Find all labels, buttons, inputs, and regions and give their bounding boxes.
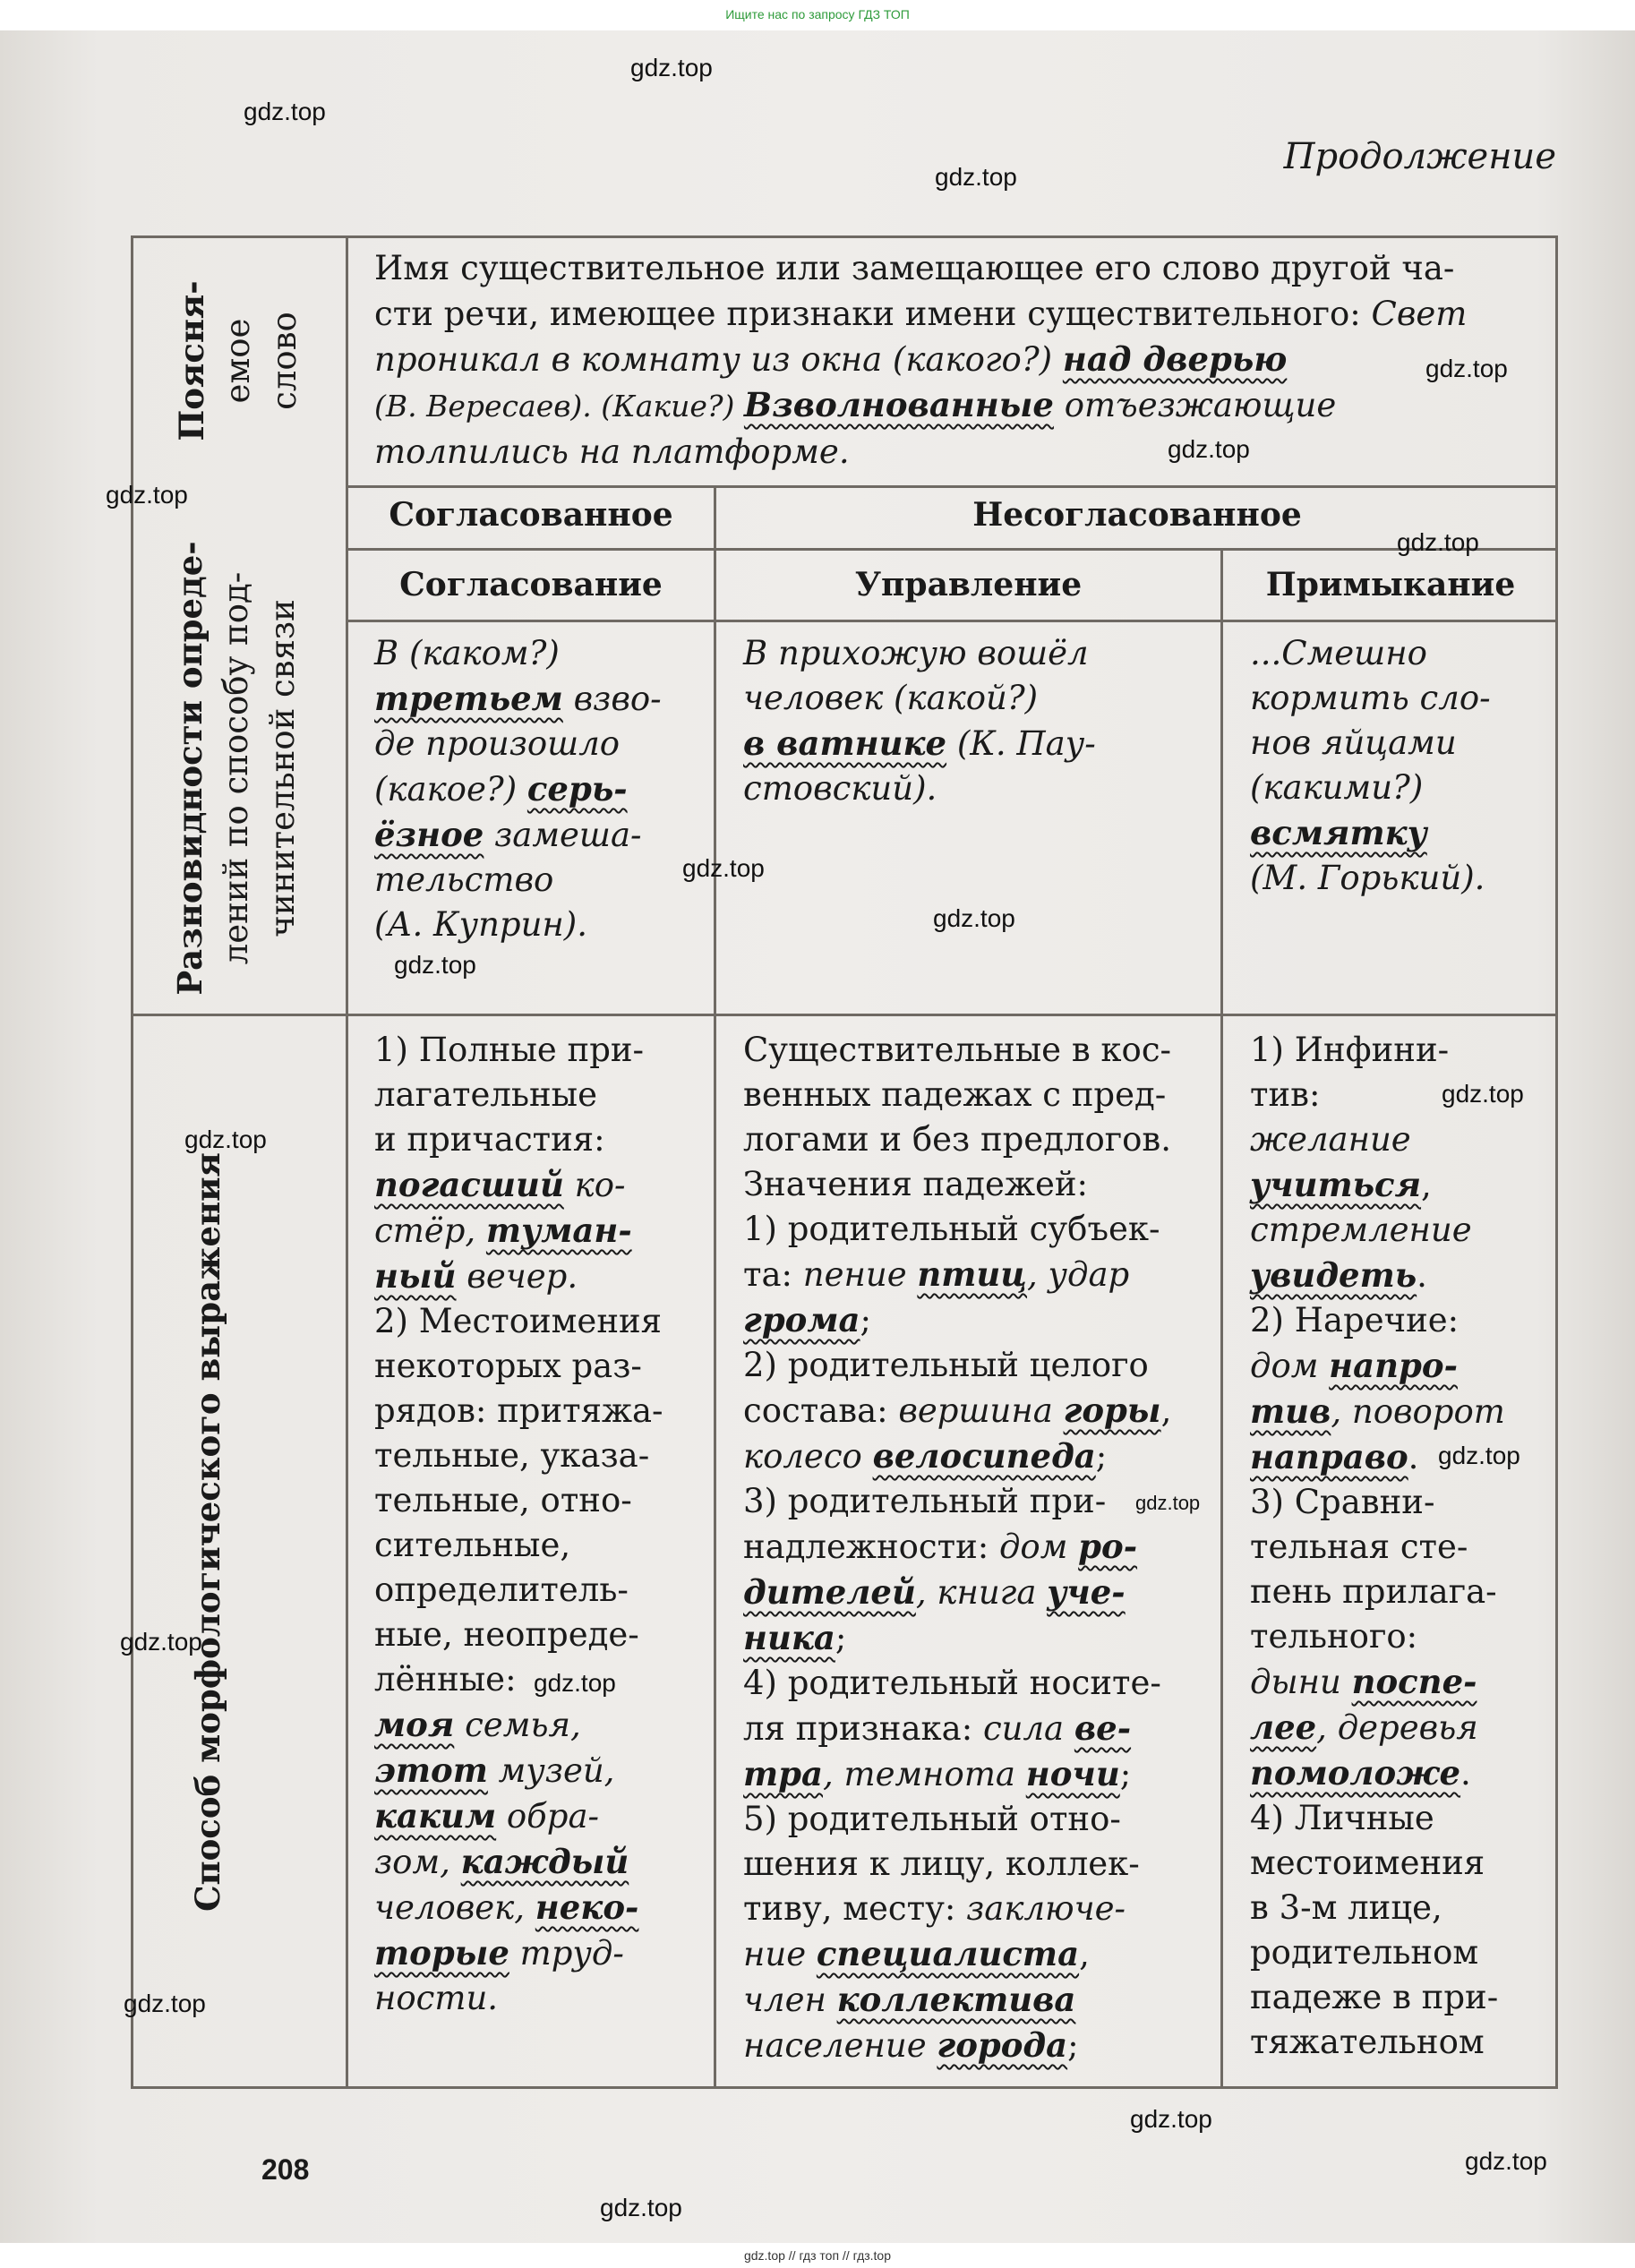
row-label-definition-types <box>167 518 306 1019</box>
text-line: , <box>1079 1935 1090 1973</box>
text-line: и причастия: <box>374 1120 605 1159</box>
text-line: некоторых раз- <box>374 1347 642 1385</box>
text-line: ; <box>1095 1437 1108 1476</box>
example-defined-word: коллектива <box>836 1980 1076 2019</box>
watermark: gdz.top <box>120 1628 202 1656</box>
subheader-agreement: Согласование <box>399 566 663 603</box>
text-line: шения к лицу, коллек- <box>743 1844 1140 1883</box>
text-line: ности. <box>374 1979 499 2017</box>
example-defined-word: увидеть <box>1250 1255 1417 1295</box>
example-line: человек (какой?) <box>743 679 1039 717</box>
control-example <box>743 631 1218 811</box>
adjoining-example <box>1250 631 1554 901</box>
subheader-adjoining: Примыкание <box>1265 566 1516 603</box>
example-line: (М. Горький). <box>1250 859 1485 897</box>
text-line: тиву, месту: <box>743 1889 967 1928</box>
example-defined-word: горы <box>1063 1391 1161 1430</box>
text-line: 3) Сравни- <box>1250 1483 1435 1521</box>
example-defined-word: ро- <box>1078 1527 1138 1566</box>
text-line: падеже в при- <box>1250 1978 1499 2016</box>
example-line: замеша- <box>484 816 642 854</box>
text-line: тельные, отно- <box>374 1481 632 1519</box>
watermark: gdz.top <box>244 98 326 125</box>
text-line: рядов: притяжа- <box>374 1391 663 1430</box>
watermark: gdz.top <box>1130 2105 1212 2133</box>
watermark: gdz.top <box>106 481 188 509</box>
example-defined-word: тра <box>743 1754 823 1793</box>
text-line: , деревья <box>1316 1708 1478 1747</box>
bottom-banner <box>0 2243 1635 2268</box>
text-line: 5) родительный отно- <box>743 1800 1121 1838</box>
watermark: gdz.top <box>184 1125 267 1153</box>
example-defined-word: моя <box>374 1705 455 1744</box>
text-line: член <box>743 1981 837 2019</box>
text-line: колесо <box>743 1437 873 1476</box>
example-line: В прихожую вошёл <box>743 634 1089 672</box>
subheader-control: Управление <box>854 566 1083 603</box>
text-line: ные, неопреде- <box>374 1615 639 1654</box>
text-line: тельного: <box>1250 1617 1418 1656</box>
text-line: Значения падежей: <box>743 1165 1089 1203</box>
text-line: стёр, <box>374 1211 486 1250</box>
text-line: толпились на платформе. <box>374 432 850 471</box>
top-banner <box>0 0 1635 30</box>
example-defined-word: третьем <box>374 679 563 718</box>
example-defined-word: туман- <box>485 1211 632 1250</box>
label-line: Разновидности опреде- <box>170 541 210 996</box>
text-line: , поворот <box>1331 1392 1505 1431</box>
example-defined-word: каждый <box>460 1842 629 1881</box>
label-line: слово <box>265 312 304 410</box>
example-line: кормить сло- <box>1250 679 1491 717</box>
text-line: труд- <box>509 1934 624 1973</box>
text-line: надлежности: <box>743 1528 999 1566</box>
text-line: лённые: <box>374 1660 517 1699</box>
watermark: gdz.top <box>1168 435 1250 463</box>
text-line: логами и без предлогов. <box>743 1120 1172 1159</box>
example-line: В (каком?) <box>374 634 560 672</box>
label-line: емое <box>218 318 257 404</box>
watermark: gdz.top <box>394 951 476 979</box>
text-line: стремление <box>1250 1211 1472 1249</box>
text-line: ; <box>1119 1755 1132 1793</box>
page-heading: Продолжение <box>1283 136 1556 177</box>
example-defined-word: велосипеда <box>872 1436 1096 1476</box>
text-line: 1) родительный субъек- <box>743 1210 1160 1248</box>
example-line: (какое?) <box>374 770 527 809</box>
page-number: 208 <box>261 2153 310 2186</box>
text-line: сительные, <box>374 1526 571 1564</box>
text-line: тельные, указа- <box>374 1436 650 1475</box>
watermark: gdz.top <box>1442 1080 1524 1108</box>
header-divider <box>346 548 1558 551</box>
row-divider-1 <box>346 485 1558 488</box>
col-divider-2 <box>1220 548 1223 2089</box>
text-line: , темнота <box>823 1755 1026 1793</box>
watermark: gdz.top <box>682 854 765 882</box>
watermark: gdz.top <box>933 904 1015 932</box>
text-line: проникал в комнату из окна (какого?) <box>374 340 1063 379</box>
header-nonagreed: Несогласованное <box>972 496 1302 534</box>
text-line: 2) Наречие: <box>1250 1301 1460 1339</box>
watermark: gdz.top <box>1438 1442 1520 1469</box>
example-defined-word: поспе- <box>1351 1662 1477 1701</box>
text-line: сила <box>982 1709 1074 1748</box>
text-line: сти речи, имеющее признаки имени существительного: <box>374 295 1372 333</box>
text-line: желание <box>1250 1120 1411 1159</box>
text-line: вершина <box>898 1391 1064 1430</box>
text-line: , удар <box>1027 1255 1130 1294</box>
subheader-divider <box>346 620 1558 622</box>
text-line: та: <box>743 1255 803 1294</box>
text-line: , <box>1160 1391 1172 1430</box>
text-line: родительном <box>1250 1933 1479 1972</box>
text-line: ; <box>1067 2026 1079 2065</box>
example-defined-word: птиц <box>917 1254 1028 1294</box>
example-defined-word: дителей <box>743 1572 916 1612</box>
label-line: лений по способу под- <box>217 571 255 965</box>
text-line: 1) Полные при- <box>374 1031 645 1069</box>
text-line: 4) Личные <box>1250 1799 1434 1837</box>
example-defined-word: всмятку <box>1250 813 1427 852</box>
example-defined-word: города <box>937 2025 1068 2065</box>
example-line: стовский). <box>743 769 937 808</box>
morph-nouns-cases <box>743 1028 1218 2068</box>
example-defined-word: торые <box>374 1933 509 1973</box>
watermark: gdz.top <box>1397 528 1479 556</box>
example-defined-word: серь- <box>526 769 628 809</box>
header-agreed: Согласованное <box>389 496 673 534</box>
row-label-defined-word <box>168 271 308 450</box>
morph-adjectives-pronouns <box>374 1028 706 2021</box>
text-line: пень прилага- <box>1250 1572 1497 1611</box>
example-defined-word: грома <box>743 1300 860 1339</box>
example-line: (А. Куприн). <box>374 905 587 944</box>
text-line: заключе- <box>966 1889 1126 1928</box>
watermark: gdz.top <box>600 2194 682 2221</box>
text-line: венных падежах с пред- <box>743 1075 1167 1114</box>
text-line: определитель- <box>374 1570 629 1609</box>
watermark: gdz.top <box>935 163 1017 191</box>
text-line: , книга <box>915 1573 1048 1612</box>
text-line: зом, <box>374 1843 461 1881</box>
text-line: вечер. <box>456 1257 578 1296</box>
bottom-banner-text: gdz.top // гдз топ // гдз.top <box>743 2248 892 2263</box>
text-line: . <box>1417 1256 1427 1295</box>
text-line: . <box>1460 1754 1471 1793</box>
text-line: тельная сте- <box>1250 1528 1468 1566</box>
defined-word-description <box>374 245 1547 475</box>
example-defined-word: уче- <box>1047 1572 1126 1612</box>
text-line: . <box>1408 1438 1419 1476</box>
example-line: ...Смешно <box>1250 634 1427 672</box>
text-line: в 3-м лице, <box>1250 1888 1442 1927</box>
text-line: музей, <box>487 1751 615 1790</box>
text-line: (В. Вересаев). (Какие?) <box>374 389 744 424</box>
example-defined-word: каким <box>374 1796 497 1836</box>
text-line: 2) родительный целого <box>743 1346 1149 1384</box>
text-line: 3) родительный при- <box>743 1482 1107 1520</box>
text-line: тив: <box>1250 1075 1321 1114</box>
text-line: ля признака: <box>743 1709 983 1748</box>
text-line: дом <box>1250 1347 1330 1385</box>
text-line: тяжательном <box>1250 2023 1485 2061</box>
example-defined-word: лее <box>1250 1707 1317 1747</box>
text-line: лагательные <box>374 1075 598 1114</box>
watermark: gdz.top <box>1135 1492 1201 1514</box>
example-line: тельство <box>374 860 554 899</box>
text-line: ние <box>743 1935 817 1973</box>
example-defined-word: учиться <box>1250 1165 1422 1204</box>
example-line: взво- <box>562 680 662 718</box>
text-line: ; <box>860 1301 871 1339</box>
example-line: де произошло <box>374 724 621 763</box>
agreed-example <box>374 631 706 947</box>
example-defined-word: направо <box>1250 1437 1408 1476</box>
example-line: (К. Пау- <box>946 724 1096 763</box>
example-defined-word: этот <box>374 1750 488 1790</box>
text-line: 4) родительный носите- <box>743 1664 1161 1702</box>
example-defined-word: Взволнованные <box>743 385 1054 424</box>
example-line: (какими?) <box>1250 768 1424 807</box>
example-defined-word: неко- <box>535 1887 639 1927</box>
example-defined-word: ночи <box>1025 1754 1120 1793</box>
example-word: отъезжающие <box>1053 386 1337 424</box>
text-line: ко- <box>563 1166 626 1204</box>
text-line: население <box>743 2026 937 2065</box>
text-line: ; <box>835 1619 847 1657</box>
example-defined-word: погасший <box>374 1165 564 1204</box>
text-line: 2) Местоимения <box>374 1302 662 1340</box>
example-defined-word: ёзное <box>374 815 484 854</box>
text-line: семья, <box>454 1706 581 1744</box>
example-defined-word: ника <box>743 1618 835 1657</box>
example-defined-word: ный <box>374 1256 457 1296</box>
watermark: gdz.top <box>534 1669 616 1697</box>
example-word: Свет <box>1371 295 1468 333</box>
text-line: пение <box>802 1255 918 1294</box>
example-defined-word: помоложе <box>1250 1753 1461 1793</box>
watermark: gdz.top <box>630 54 713 81</box>
example-defined-word: ве- <box>1074 1708 1132 1748</box>
text-line: Существительные в кос- <box>743 1031 1172 1069</box>
text-line: человек, <box>374 1888 535 1927</box>
col-divider-1 <box>714 485 716 2089</box>
text-line: Имя существительное или замещающее его слово другой ча- <box>374 249 1455 287</box>
watermark: gdz.top <box>124 1990 206 2017</box>
text-line: обра- <box>496 1797 600 1836</box>
row-label-morphological-expression <box>184 1084 238 1980</box>
text-line: состава: <box>743 1391 899 1430</box>
example-defined-word: напро- <box>1329 1346 1458 1385</box>
morph-infinitive-adverb <box>1250 1028 1554 2065</box>
example-defined-word: тив <box>1250 1391 1331 1431</box>
label-line: Поясня- <box>172 280 211 441</box>
top-banner-text: Ищите нас по запросу ГДЗ ТОП <box>725 7 910 21</box>
text-line: , <box>1421 1166 1432 1204</box>
text-line: дыни <box>1250 1663 1352 1701</box>
label-line: чинительной связи <box>263 599 302 937</box>
example-defined-word: в ватнике <box>743 723 947 763</box>
row-divider-2 <box>131 1014 1558 1016</box>
text-line: 1) Инфини- <box>1250 1031 1450 1069</box>
text-line: местоимения <box>1250 1844 1485 1882</box>
watermark: gdz.top <box>1465 2147 1547 2175</box>
example-line: нов яйцами <box>1250 723 1457 762</box>
example-defined-word: специалиста <box>816 1934 1080 1973</box>
example-defined-word: над дверью <box>1062 339 1288 379</box>
watermark: gdz.top <box>1425 355 1508 382</box>
text-line: дом <box>998 1528 1079 1566</box>
label-line: Способ морфологического выражения <box>188 1152 227 1912</box>
